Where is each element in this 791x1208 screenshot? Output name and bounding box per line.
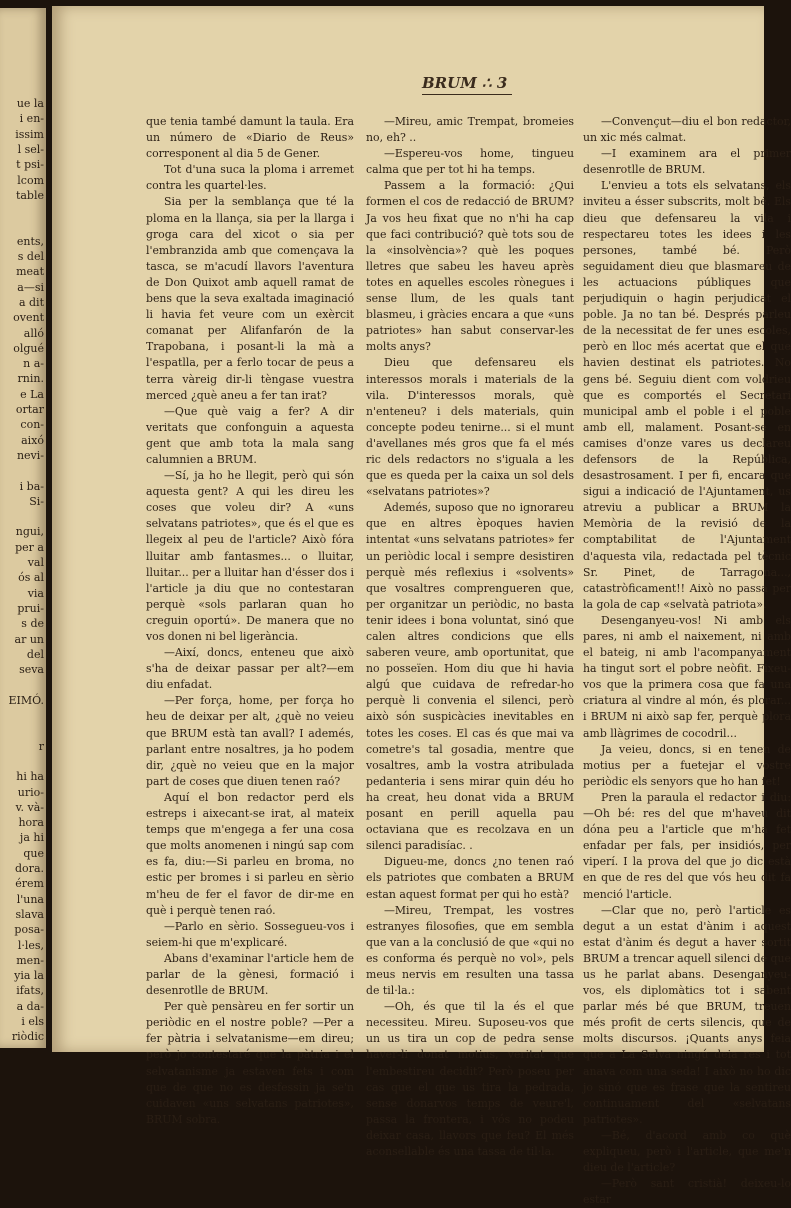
left-page-fragment: ovent <box>13 311 44 325</box>
left-page-fragment: con- <box>20 418 44 432</box>
paragraph: —I examinem ara el primer desenrotlle de BRUM. <box>583 147 791 177</box>
left-page-fragment: Si- <box>29 494 44 508</box>
paragraph: Desenganyeu-vos! Ni amb els pares, ni amb el naixement, ni amb el bateig, ni amb l'acompanyament ha tingut sort el pobre neòfit. Fixeu-vos que la primera cosa que fa una criatura al vindre al món, és plorar... i BRUM ni això sap fer, perquè plora amb llàgrimes de cocodril... <box>583 613 791 740</box>
left-page-fragment: i els <box>21 1015 44 1028</box>
left-page-fragment: del <box>26 647 44 661</box>
paragraph: —Mireu, amic Trempat, bromeies no, eh? .. <box>366 115 574 145</box>
left-page-fragment: hora <box>18 816 44 830</box>
left-page-fragment: ja hi <box>19 831 44 845</box>
left-page-fragment: men- <box>16 953 44 967</box>
left-page-fragment: prui- <box>17 601 44 615</box>
paragraph: Passem a la formació: ¿Qui formen el cos de redacció de BRUM? Ja vos heu fixat que no n'hi ha cap que faci contribució? què tots sou de la «insolvència»? què les poques lletres que sabeu les haveu après totes en aquelles escoles rònegues i sense llum, de les quals tant blasmeu, i gràcies encara a que «uns patriotes» han sabut conservar-les molts anys? <box>366 179 574 354</box>
paragraph: —Mireu, Trempat, les vostres estranyes filosofies, que em sembla que van a la conclusió de que «qui no es conforma és perquè no vol», pels meus nervis em resulten una tassa de til·la.: <box>366 903 574 998</box>
left-page-fragment: l'una <box>16 892 44 906</box>
left-page-fragment: e La <box>20 387 44 401</box>
left-page-edge <box>0 8 46 1048</box>
left-page-fragment: s del <box>17 250 44 263</box>
left-page-fragment: ifats, <box>16 984 44 998</box>
left-page-fragment: hi ha <box>16 770 44 784</box>
left-page-fragment: yia la <box>14 969 44 983</box>
left-page-fragment: slava <box>15 907 44 921</box>
left-page-fragment: ortar <box>15 403 44 416</box>
page-header: BRUM ∴ 3 <box>422 74 512 95</box>
paragraph: —Sí, ja ho he llegit, però qui són aquesta gent? A qui les direu les coses que voleu dir? A «uns selvatans patriotes», que és el que es llegeix al peu de l'article? Això fóra lluitar amb fantasmes... o lluitar, lluitar... per a lluitar han d'ésser dos i l'article ja diu que no contestaran perquè «sols parlaran quan ho creguin oportú». De manera que no vos donen ni bel ligerància. <box>146 469 354 643</box>
paragraph: —Clar que no, però l'article es degut a un estat d'ànim i aquest estat d'ànim és degut a haver sortit BRUM a trencar aquell silenci de que us he parlat abans. Desenganyeu-vos, els diplomàtics tot i sabent parlar més bé que BRUM, treuen més profit de certs silencis, que de molts discursos. ¡Quants anys feia que a La Selva ningú deia res i tot anava com una seda! I això no ho dic jo sinó que es frase que la sentireu continuament del «selvatans patriotes». <box>583 903 791 1126</box>
left-page-fragment: a da- <box>16 999 44 1013</box>
paragraph: —Així, doncs, enteneu que això s'ha de deixar passar per alt?—em diu enfadat. <box>146 646 354 692</box>
paragraph: Digueu-me, doncs ¿no tenen raó els patriotes que combaten a BRUM estan aquest format per qui ho està? <box>366 855 574 901</box>
left-page-fragment: l sel- <box>17 142 44 156</box>
paragraph: que tenia també damunt la taula. Era un número de «Diario de Reus» corresponent al dia 5 de Gener. <box>146 115 354 161</box>
paragraph: Abans d'examinar l'article hem de parlar de la gènesi, formació i desenrotlle de BRUM. <box>146 951 354 998</box>
left-page-fragment: table <box>15 188 44 202</box>
paragraph: —Que què vaig a fer? A dir veritats que confonguin a aquesta gent que amb tota la mala sang calumnien a BRUM. <box>146 404 354 466</box>
paragraph: Ja veieu, doncs, si en tenen de motius per a fuetejar el vostre periòdic els senyors que ho han fet! <box>583 742 791 788</box>
left-page-fragment: l·les, <box>17 938 44 952</box>
left-page-fragment: ngui, <box>15 525 44 539</box>
left-page-fragment: t psi- <box>16 158 44 172</box>
paragraph: Aquí el bon redactor perd els estreps i aixecant-se irat, al mateix temps que m'engega a fer una cosa que molts anomenen i ningú sap com es fa, diu:—Si parleu en broma, no estic per bromes i si parleu en sèrio m'heu de fer el favor de dir-me en què i perquè tenen raó. <box>146 790 354 917</box>
paragraph: Per què pensàreu en fer sortir un periòdic en el nostre poble? —Per a fer pàtria i selvatanisme—em direu; però jo contestaré que la pàtria i el selvatanisme ja estaven fets i com que de que no es desfessin ja se'n cuidaven «uns selvatans patriotes», BRUM sobra. <box>146 1000 354 1126</box>
left-page-fragment: seva <box>19 663 44 677</box>
left-page-fragment: nevi- <box>16 448 44 462</box>
left-page-fragment: ar un <box>14 632 44 646</box>
paragraph: Tot d'una suca la ploma i arremet contra les quartel·les. <box>146 163 354 193</box>
paragraph: —Per força, home, per força ho heu de deixar per alt, ¿què no veieu que BRUM està tan avall? I ademés, parlant entre nosaltres, ja ho podem dir, ¿què no veieu que en la major part de coses que diuen tenen raó? <box>146 694 354 788</box>
paragraph: Sia per la semblança que té la ploma en la llança, sia per la llarga i groga cara del xicot o sia per l'embranzida amb que començava la tasca, se m'acudí llavors l'aventura de Don Quixot amb aquell ramat de bens que la seva exaltada imaginació li havia fet veure com un exèrcit comanat per Alifanfarón de la Trapobana, i posant-li la mà a l'espatlla, per a ferlo tocar de peus a terra vàreig dir-li tèngase vuestra merced ¿què aneu a fer tan irat? <box>146 195 354 402</box>
left-page-fragment: val <box>27 556 44 569</box>
paragraph: —Oh, és que til la és el que necessiteu. Mireu. Suposeu-vos que un us tira un cop de pedra sense haver-li donat motius, veritat que l'embestireu decidit? Però poseu per cas que el que us tira la pedrada, sense donarvos temps de veure'l, passa la frontera, i vós no podeu deixar casa, llavors que feu? El més aconsellable és una tassa de til·la. <box>366 1000 574 1158</box>
left-page-fragment: via <box>27 586 44 600</box>
paragraph: —Però sant cristià! deixeu-lo estar <box>583 1177 791 1207</box>
left-page-fragment: dora. <box>15 862 44 875</box>
paragraph: —Bé, d'acord amb co què expliqueu, però i l'article, que me'n dieu de l'article? <box>583 1128 791 1175</box>
paragraph: —Convençut—diu el bon redactor, un xic més calmat. <box>583 115 791 145</box>
paragraph: L'envieu a tots els selvatans, els inviteu a ésser subscrits, molt bé. Els dieu que defensareu la vila i respectareu totes les idees i les persones, també bé. Però seguidament dieu que blasmareu de les actuacions públiques que perjudiquin o hagin perjudicat el poble. Ja no tan bé. Després parleu de la necessitat de fer unes escoles, però en lloc més acertat que el que havien destinat els patriotes. No gens bé. Seguiu dient com voldrieu que es comportés el Secretari municipal amb el poble i el poble amb ell, malament. Posant-se en camises d'onze vares us declareu defensors de la República, desastrosament. I per fi, encara que sigui a indicació de l'Ajuntament, us atreviu a publicar a BRUM la Memòria de la revisió de la comptabilitat de l'Ajuntament d'aquesta vila, redactada pel tècnic Sr. Pinet, de Tarragona..., catastròficament!! Això no passa per la gola de cap «selvatà patriota». <box>583 179 791 611</box>
left-page-fragment: alló <box>23 326 44 340</box>
left-page-fragment: a dit <box>18 295 44 309</box>
left-page-fragment: olgué <box>13 341 44 355</box>
text-column-1 <box>146 114 354 1128</box>
left-page-fragment: issim <box>15 127 44 141</box>
left-page-fragment: ós al <box>18 571 44 585</box>
left-page-fragment: posa- <box>14 923 44 937</box>
paragraph: Dieu que defensareu els interessos morals i materials de la vila. D'interessos morals, què n'enteneu? i dels materials, quin concepte podeu tenirne... si el munt d'avellanes més gros que fa el més ric dels redactors no s'iguala a les que es queda per la caixa un sol dels «selvatans patriotes»? <box>366 356 574 499</box>
paragraph: Ademés, suposo que no ignorareu que en altres èpoques havien intentat «uns selvatans patriotes» fer un periòdic local i sempre desistiren perquè més reflexius i «solvents» que vosaltres comprengueren que, per organitzar un periòdic, no basta tenir idees i bona voluntat, sinó que calen altres condicions que ells saberen veure, amb oportunitat, que no posseïen. Hom diu que hi havia algú que cuidava de refredar-ho perquè li convenia el silenci, però això són suspicàcies inevitables en totes les coses. El cas és que mai va cometre's tal gosadia, mentre que vosaltres, amb la vostra atribulada pedanteria i sens mirar quin déu ho ha creat, heu donat vida a BRUM posant en perill aquella pau octaviana que es recolzava en un silenci paradisíac. . <box>366 501 574 853</box>
text-column-3 <box>583 114 791 1208</box>
left-page-fragment: riòdic <box>11 1030 44 1044</box>
left-page-fragment: r <box>38 739 44 753</box>
left-page-fragment: i ba- <box>19 479 44 493</box>
text-column-2 <box>366 114 574 1160</box>
left-page-fragment: aixó <box>21 433 44 447</box>
left-page-fragment: érem <box>15 877 44 891</box>
left-page-fragment: ue la <box>16 97 44 110</box>
paragraph: —Parlo en sèrio. Sossegueu-vos i seiem-hi que m'explicaré. <box>146 919 354 949</box>
paragraph: —Espereu-vos home, tingueu calma que per tot hi ha temps. <box>366 147 574 177</box>
left-page-fragment: que <box>23 846 44 860</box>
left-page-fragment: rnin. <box>17 372 44 386</box>
left-page-fragment: EIMÓ. <box>8 693 44 707</box>
left-page-fragment: ents, <box>16 234 44 248</box>
left-page-fragment: a—si <box>17 280 44 294</box>
paragraph: Pren la paraula el redactor i diu: —Oh bé: res del que m'haveu dit dóna peu a l'article que m'ha fet enfadar per fals, per insidiós, per viperí. I la prova del que jo dic està en que de res del que vós heu dit fa menció l'article. <box>583 790 791 901</box>
left-page-fragment: i en- <box>19 112 44 126</box>
left-page-fragment: n a- <box>23 357 44 371</box>
left-page-fragment: s de <box>21 617 44 631</box>
left-page-fragment: meat <box>16 265 44 279</box>
newspaper-page <box>52 6 791 1207</box>
left-page-fragment: per a <box>15 540 44 554</box>
left-page-fragment: urio- <box>17 785 44 799</box>
left-page-fragment: lcom <box>17 173 44 187</box>
left-page-fragment: v. và- <box>15 800 44 814</box>
